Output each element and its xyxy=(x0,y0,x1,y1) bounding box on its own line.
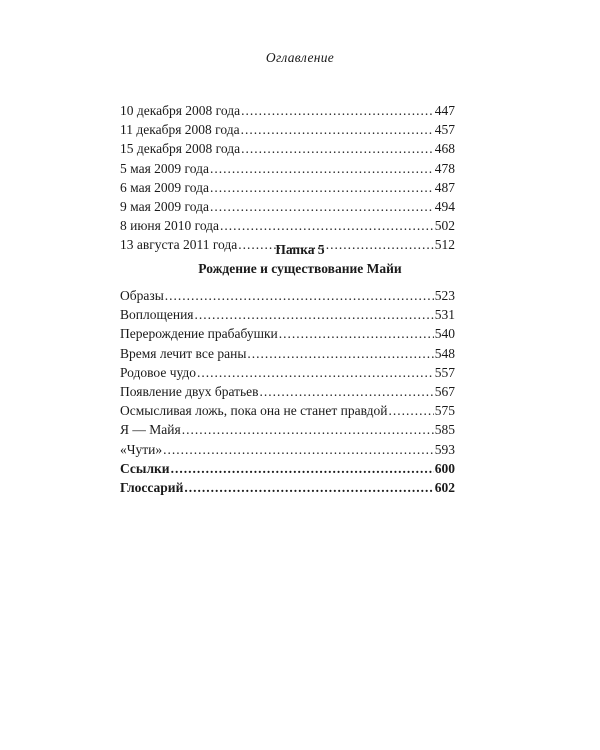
dot-leader xyxy=(171,459,434,478)
toc-entry-title: 11 декабря 2008 года xyxy=(120,122,240,138)
toc-entry-title: Перерождение прабабушки xyxy=(120,326,278,342)
toc-entry xyxy=(120,216,455,235)
toc-entry-page: 457 xyxy=(434,122,455,138)
toc-entry xyxy=(120,159,455,178)
toc-entry-title: Воплощения xyxy=(120,307,194,323)
toc-entry-page: 575 xyxy=(434,403,455,419)
dot-leader xyxy=(260,382,434,401)
toc-entry-title: Появление двух братьев xyxy=(120,383,259,399)
dot-leader xyxy=(197,363,434,382)
toc-entry-title: «Чути» xyxy=(120,441,163,457)
dot-leader xyxy=(279,324,434,343)
toc-entry-page: 494 xyxy=(434,198,455,214)
toc-entry-page: 600 xyxy=(434,460,455,476)
toc-entry-page: 447 xyxy=(434,103,455,118)
toc-entry-page: 531 xyxy=(434,307,455,323)
toc-entry-title: Образы xyxy=(120,288,164,303)
dot-leader xyxy=(241,101,434,120)
toc-entry-page: 548 xyxy=(434,345,455,361)
toc-entry-page: 567 xyxy=(434,383,455,399)
toc-entry-page: 540 xyxy=(434,326,455,342)
folder-title: Рождение и существование Майи xyxy=(198,261,402,276)
dot-leader xyxy=(163,440,434,459)
toc-entry xyxy=(120,178,455,197)
dot-leader xyxy=(241,139,434,158)
toc-entry-page: 512 xyxy=(434,237,455,253)
toc-entry-page: 602 xyxy=(434,479,455,495)
toc-entry-title: Время лечит все раны xyxy=(120,345,247,361)
toc-entry-title: 5 мая 2009 года xyxy=(120,160,209,176)
toc-entry xyxy=(120,440,455,459)
toc-entry-title: Родовое чудо xyxy=(120,364,197,380)
toc-section-dates xyxy=(120,101,455,255)
toc-entry-title: Я — Майя xyxy=(120,422,181,438)
toc-section-folder-5 xyxy=(120,286,455,497)
toc-entry xyxy=(120,420,455,439)
toc-entry xyxy=(120,197,455,216)
toc-entry-page: 585 xyxy=(434,422,455,438)
toc-entry-page: 478 xyxy=(434,160,455,176)
running-head: Оглавление xyxy=(265,50,335,65)
dot-leader xyxy=(220,216,434,235)
toc-entry-title: 9 мая 2009 года xyxy=(120,198,209,214)
dot-leader xyxy=(182,420,434,439)
dot-leader xyxy=(195,305,434,324)
toc-entry xyxy=(120,363,455,382)
toc-entry-page: 487 xyxy=(434,179,455,195)
dot-leader xyxy=(210,159,434,178)
toc-entry xyxy=(120,139,455,158)
dot-leader xyxy=(241,120,434,139)
toc-entry xyxy=(120,382,455,401)
dot-leader xyxy=(165,286,434,305)
toc-entry-title: Ссылки xyxy=(120,460,170,476)
toc-entry-title: 15 декабря 2008 года xyxy=(120,141,241,157)
dot-leader xyxy=(388,401,433,420)
toc-entry xyxy=(120,324,455,343)
toc-entry-title: 13 августа 2011 года xyxy=(120,237,238,253)
dot-leader xyxy=(247,344,433,363)
toc-entry-title: 8 июня 2010 года xyxy=(120,218,220,234)
toc-entry-page: 593 xyxy=(434,441,455,457)
toc-entry xyxy=(120,478,455,497)
folder-heading xyxy=(0,240,600,278)
toc-entry-title: 10 декабря 2008 года xyxy=(120,103,241,118)
toc-entry xyxy=(120,344,455,363)
toc-entry-page: 557 xyxy=(434,364,455,380)
toc-entry xyxy=(120,401,455,420)
dot-leader xyxy=(184,478,433,497)
dot-leader xyxy=(210,178,434,197)
toc-entry-page: 523 xyxy=(434,288,455,303)
toc-entry-title: Осмысливая ложь, пока она не станет правдой xyxy=(120,403,388,419)
toc-entry xyxy=(120,305,455,324)
toc-entry-title: 6 мая 2009 года xyxy=(120,179,209,195)
toc-entry xyxy=(120,120,455,139)
toc-entry xyxy=(120,101,455,120)
toc-entry xyxy=(120,286,455,305)
dot-leader xyxy=(210,197,434,216)
toc-entry-page: 468 xyxy=(434,141,455,157)
toc-entry xyxy=(120,459,455,478)
toc-entry-title: Глоссарий xyxy=(120,479,184,495)
toc-entry-page: 502 xyxy=(434,218,455,234)
folder-label: Папка 5 xyxy=(275,242,325,257)
